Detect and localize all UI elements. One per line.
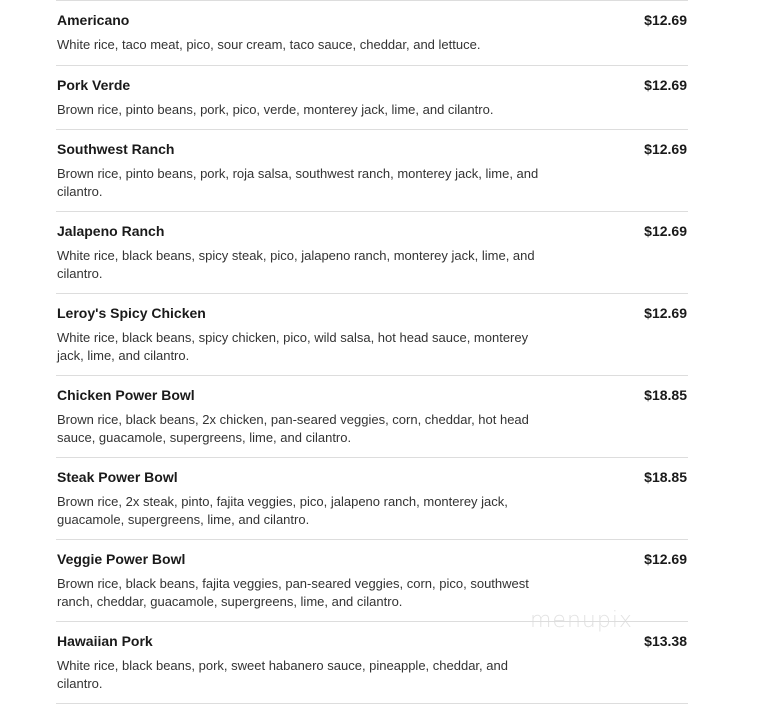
item-description: Brown rice, 2x steak, pinto, fajita veggies, pico, jalapeno ranch, monterey jack, guacamole, supergreens, lime, and cilantro. <box>57 494 508 527</box>
item-name: Steak Power Bowl <box>57 469 178 485</box>
menu-item <box>56 457 688 539</box>
item-description: Brown rice, black beans, 2x chicken, pan-seared veggies, corn, cheddar, hot head sauce, guacamole, supergreens, lime, and cilantro. <box>57 412 529 445</box>
item-name: Pork Verde <box>57 77 131 93</box>
menu-item <box>56 211 688 293</box>
item-name: Americano <box>57 12 130 28</box>
item-price: $13.38 <box>644 633 687 649</box>
item-price: $12.69 <box>644 141 687 157</box>
item-name: Southwest Ranch <box>57 141 175 157</box>
item-description: White rice, black beans, pork, sweet habanero sauce, pineapple, cheddar, and cilantro. <box>57 658 508 691</box>
item-price: $12.69 <box>644 12 687 28</box>
item-price: $12.69 <box>644 551 687 567</box>
item-name: Leroy's Spicy Chicken <box>57 305 206 321</box>
item-price: $18.85 <box>644 469 687 485</box>
item-description: Brown rice, black beans, fajita veggies, pan-seared veggies, corn, pico, southwest ranch, cheddar, guacamole, supergreens, lime, and cilantro. <box>57 576 529 609</box>
item-price: $12.69 <box>644 77 687 93</box>
menu-item <box>56 621 688 704</box>
item-name: Veggie Power Bowl <box>57 551 186 567</box>
bottom-divider <box>56 703 688 704</box>
item-price: $12.69 <box>644 223 687 239</box>
menu-item <box>56 0 688 65</box>
item-name: Chicken Power Bowl <box>57 387 195 403</box>
item-description: Brown rice, pinto beans, pork, roja salsa, southwest ranch, monterey jack, lime, and cilantro. <box>57 166 539 199</box>
item-price: $12.69 <box>644 305 687 321</box>
watermark: menupix <box>530 608 633 633</box>
item-description: White rice, black beans, spicy steak, pico, jalapeno ranch, monterey jack, lime, and cilantro. <box>57 248 535 281</box>
item-description: White rice, taco meat, pico, sour cream, taco sauce, cheddar, and lettuce. <box>57 37 481 52</box>
item-price: $18.85 <box>644 387 687 403</box>
item-name: Jalapeno Ranch <box>57 223 165 239</box>
menu-item <box>56 129 688 211</box>
item-name: Hawaiian Pork <box>57 633 153 649</box>
menu-item <box>56 65 688 129</box>
menu-item <box>56 375 688 457</box>
item-description: White rice, black beans, spicy chicken, pico, wild salsa, hot head sauce, monterey jack, lime, and cilantro. <box>57 330 529 363</box>
menu-list <box>56 0 688 704</box>
item-description: Brown rice, pinto beans, pork, pico, verde, monterey jack, lime, and cilantro. <box>57 102 494 117</box>
menu-item <box>56 293 688 375</box>
